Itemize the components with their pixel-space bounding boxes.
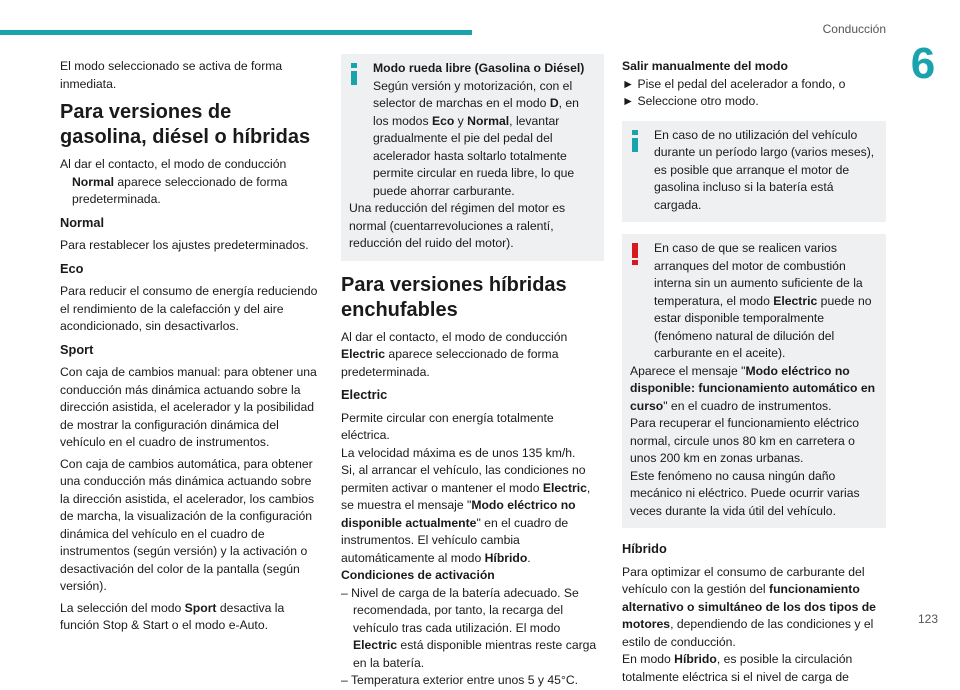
bold-run: Sport xyxy=(184,600,217,615)
bold-run: Electric xyxy=(542,480,587,495)
gasoline-paragraph xyxy=(60,156,322,209)
warning-text-4: Este fenómeno no causa ningún daño mecánico ni eléctrico. Puede ocurrir varias veces durante la vida útil del vehículo. xyxy=(630,468,860,518)
warning-text-3: Para recuperar el funcionamiento eléctrico normal, circule unos 80 km en carretera o unos 200 km en zonas urbanas. xyxy=(630,416,859,465)
text-run: " en el cuadro de instrumentos. xyxy=(663,398,832,413)
warning-text-2 xyxy=(630,363,878,416)
text-run: puede no estar disponible temporalmente (fenómeno natural de dilución del carburante en el aceite). xyxy=(654,293,872,360)
info-note-long-storage xyxy=(622,121,886,223)
page-number: 123 xyxy=(917,612,938,626)
text-run: Aparece el mensaje " xyxy=(630,363,746,378)
bold-run: Normal xyxy=(467,113,510,128)
conditions-title xyxy=(341,567,604,585)
text-run: , es posible la circulación totalmente eléctrica si el nivel de carga de xyxy=(622,652,853,684)
text-run: , levantar gradualmente el pie del pedal del acelerador hasta soltarlo totalmente permite circular en rueda libre, lo que puede ahorrar carburante. xyxy=(373,113,575,198)
text-run: Al dar el contacto, el modo de conducción xyxy=(341,329,568,344)
text-run: aparece seleccionado de forma predeterminada. xyxy=(72,174,288,206)
electric-text-1: Permite circular con energía totalmente eléctrica. xyxy=(341,410,554,442)
text-run: . xyxy=(527,550,531,565)
text-run: y xyxy=(454,113,468,128)
bold-run: Eco xyxy=(431,113,455,128)
column-2 xyxy=(341,58,604,690)
exit-step-1: ► Pise el pedal del acelerador a fondo, o xyxy=(622,76,846,91)
bold-run: Modo eléctrico no disponible actualmente xyxy=(341,498,576,530)
text-run: La selección del modo xyxy=(60,600,185,615)
bold-run: Condiciones de activación xyxy=(341,568,495,582)
sport-auto-text: Con caja de cambios automática, para obtener una conducción más dinámica actuando sobre la dirección asistida, el acelerador, los cambios de marcha, la visualización de la configuración dinámica del vehículo en el cuadro de instrumentos (según versión) y la activación o desactivación del color de la pantalla (según versión). xyxy=(60,456,315,593)
text-run: En modo xyxy=(622,652,675,666)
header-accent-bar xyxy=(0,30,472,35)
warning-text-1 xyxy=(630,240,878,363)
normal-text: Para restablecer los ajustes predeterminados. xyxy=(60,238,309,252)
text-run: Para optimizar el consumo de carburante del vehículo con la gestión del xyxy=(622,564,865,596)
info-note-freewheel xyxy=(341,54,604,261)
note-body xyxy=(349,78,596,201)
text-run: aparece seleccionado de forma predeterminada. xyxy=(341,347,559,379)
heading-sport: Sport xyxy=(60,341,94,357)
electric-text-3 xyxy=(341,462,604,567)
heading-electric: Electric xyxy=(341,387,388,402)
bold-run: Electric xyxy=(353,638,398,652)
chapter-number: 6 xyxy=(910,39,936,88)
text-run: desactiva la función Stop & Start o el modo e-Auto. xyxy=(60,600,285,632)
bold-run: Modo eléctrico no disponible: funcionamiento automático en curso xyxy=(630,363,876,413)
hybrid-text-2 xyxy=(622,651,886,686)
heading-hybrid: Híbrido xyxy=(622,541,667,556)
note-body-2: Una reducción del régimen del motor es normal (cuentarrevoluciones a ralentí, reducción del ruido del motor). xyxy=(349,201,566,250)
text-run: , dependiendo de las condiciones y el estilo de conducción. xyxy=(622,617,874,649)
text-run: , se muestra el mensaje " xyxy=(341,480,591,512)
text-run: , en los modos xyxy=(373,96,579,128)
note-title xyxy=(349,60,596,78)
condition-temperature: – Temperatura exterior entre unos 5 y 45°C. xyxy=(341,673,579,687)
info-icon xyxy=(348,62,360,86)
bold-run: Híbrido xyxy=(484,550,528,565)
text-run: En caso de que se realicen varios arranques del motor de combustión interna sin un aumento suficiente de la temperatura, el modo xyxy=(654,241,863,308)
text-run: Al dar el contacto, el modo de conducción xyxy=(60,157,287,171)
bold-run: Electric xyxy=(341,347,386,361)
bold-run: Normal xyxy=(72,174,114,189)
intro-text: El modo seleccionado se activa de forma inmediata. xyxy=(60,59,283,91)
bold-run: Modo rueda libre (Gasolina o Diésel) xyxy=(373,61,585,75)
page-section-title: Conducción xyxy=(822,22,886,36)
heading-normal: Normal xyxy=(60,214,105,230)
column-3 xyxy=(622,58,886,686)
warning-icon xyxy=(629,242,641,266)
text-run: Según versión y motorización, con el selector de marchas en el modo xyxy=(373,78,573,110)
exit-title xyxy=(622,58,886,76)
text-run: está disponible mientras reste carga en la batería. xyxy=(353,638,597,670)
exit-step-2: ► Seleccione otro modo. xyxy=(622,94,759,108)
sport-note-text xyxy=(60,600,322,635)
plugin-paragraph xyxy=(341,329,604,382)
warning-note-electric xyxy=(622,234,886,528)
text-run: " en el cuadro de instrumentos. El vehículo cambia automáticamente al modo xyxy=(341,515,569,565)
heading-gasoline-versions: Para versiones de gasolina, diésel o híbridas xyxy=(60,101,311,148)
text-run: – Nivel de carga de la batería adecuado. Se recomendada, por tanto, la recarga del vehículo tras cada utilización. El modo xyxy=(341,585,579,635)
info-note-text: En caso de no utilización del vehículo durante un período largo (varios meses), es posible que arranque el motor de gasolina incluso si la batería está cargada. xyxy=(654,127,875,212)
heading-plugin-hybrid: Para versiones híbridas enchufables xyxy=(341,273,567,321)
sport-manual-text: Con caja de cambios manual: para obtener una conducción más dinámica actuando sobre la dirección asistida, el acelerador y la posibilidad de mostrar la configuración dinámica del vehículo en el cuadro de instrumentos. xyxy=(60,365,317,449)
column-1 xyxy=(60,58,322,639)
hybrid-text-1 xyxy=(622,564,886,652)
bold-run: Salir manualmente del modo xyxy=(622,59,788,73)
bold-run: D xyxy=(549,96,559,110)
bold-run: funcionamiento alternativo o simultáneo de los dos tipos de motores xyxy=(622,582,876,631)
eco-text: Para reducir el consumo de energía reduciendo el rendimiento de la calefacción y del aire acondicionado, sin desactivarlos. xyxy=(60,284,318,333)
bold-run: Electric xyxy=(773,293,818,308)
bold-run: Híbrido xyxy=(674,652,717,666)
info-icon xyxy=(629,129,641,153)
heading-eco: Eco xyxy=(60,260,84,276)
electric-text-2: La velocidad máxima es de unos 135 km/h. xyxy=(341,445,576,460)
condition-battery xyxy=(341,585,604,673)
text-run: Si, al arrancar el vehículo, las condiciones no permiten activar o mantener el modo xyxy=(341,463,586,495)
